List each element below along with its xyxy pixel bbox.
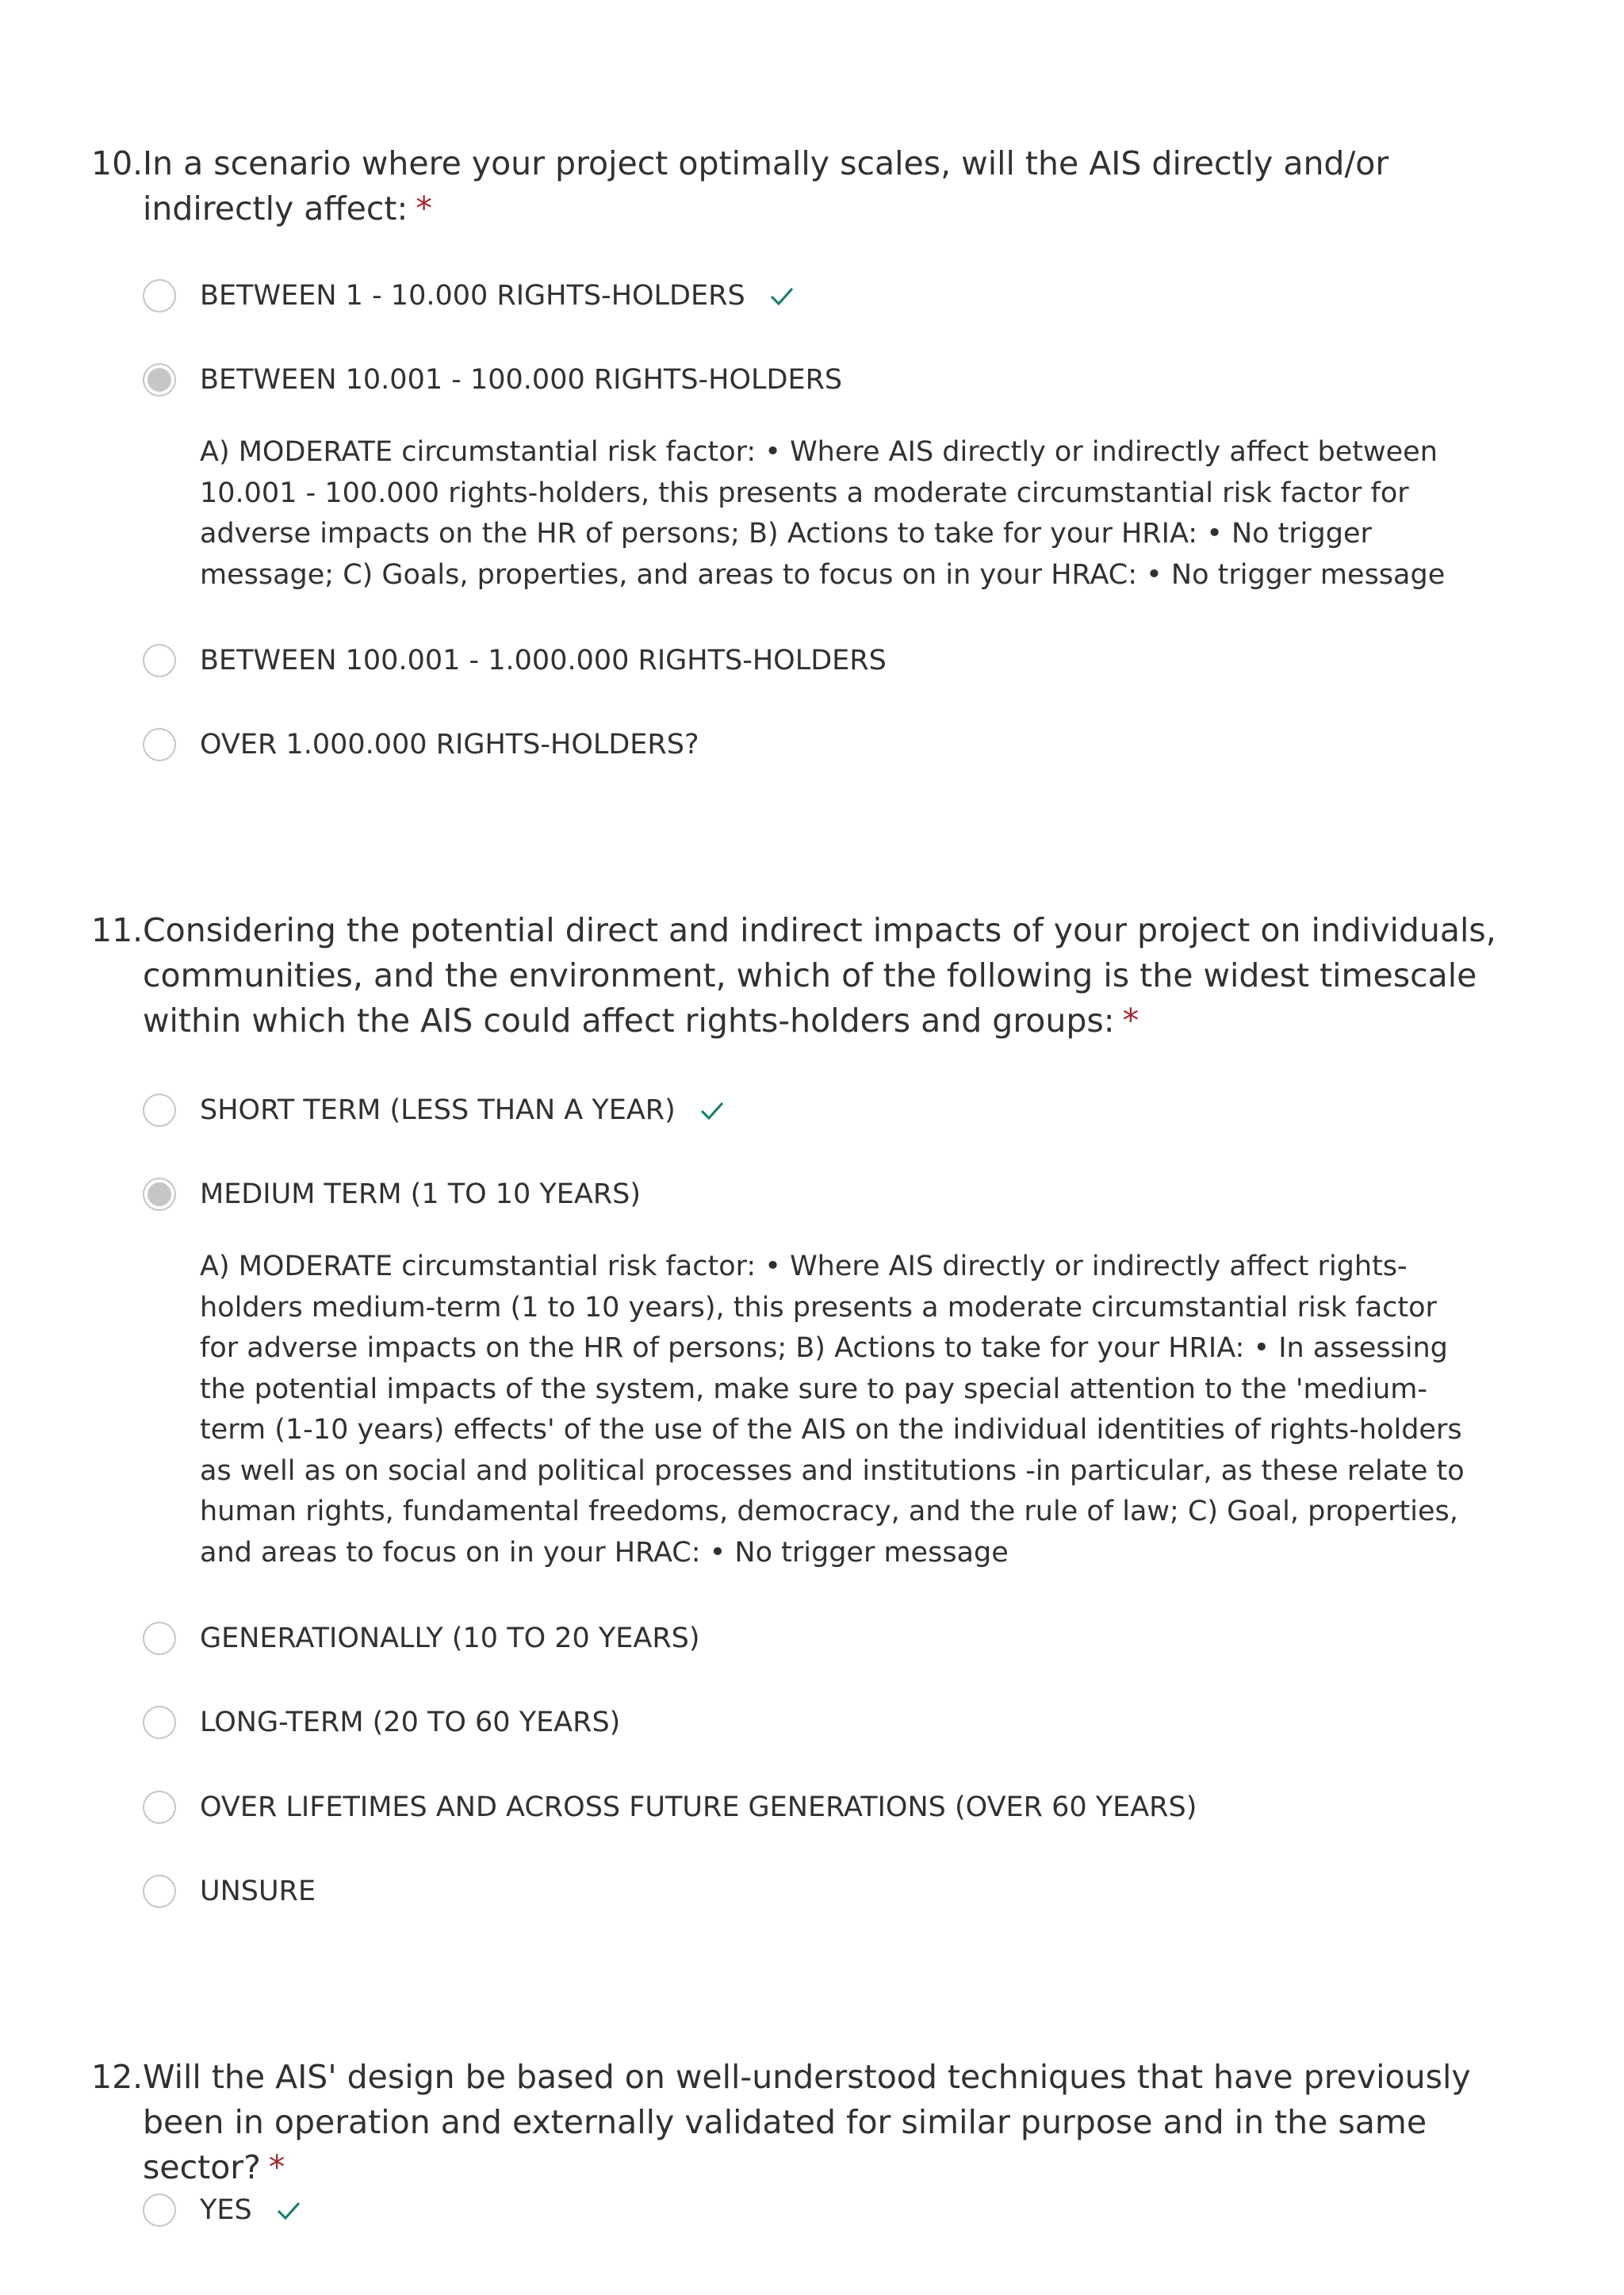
option-row[interactable] (143, 1173, 641, 1216)
option-row[interactable] (143, 1701, 620, 1744)
option-row[interactable] (143, 1786, 1197, 1829)
radio-button[interactable] (143, 1094, 176, 1127)
radio-button[interactable] (143, 1706, 176, 1739)
option-label: OVER LIFETIMES AND ACROSS FUTURE GENERATIONS (OVER 60 YEARS) (200, 1791, 1197, 1823)
option-row[interactable] (143, 274, 796, 317)
question-title (91, 141, 1519, 232)
checkmark-icon (768, 282, 796, 310)
option-label: OVER 1.000.000 RIGHTS-HOLDERS? (200, 729, 699, 761)
option-row[interactable] (143, 1617, 700, 1660)
radio-button[interactable] (143, 279, 176, 312)
question-title (91, 2055, 1519, 2190)
question-number: 10. (91, 144, 144, 182)
option-feedback: A) MODERATE circumstantial risk factor: • Where AIS directly or indirectly affect between 10.001 - 100.000 rights-holders, this presents a moderate circumstantial risk factor for adverse impacts on the HR of persons; B) Actions to take for your HRIA: • No trigger message; C) Goals, properties, and areas to focus on in your HRAC: • No trigger message (200, 436, 1446, 591)
option-label: UNSURE (200, 1875, 316, 1907)
option-label: BETWEEN 10.001 - 100.000 RIGHTS-HOLDERS (200, 364, 843, 396)
radio-button[interactable] (143, 1622, 176, 1655)
radio-button[interactable] (143, 728, 176, 761)
question-number: 12. (91, 2058, 144, 2096)
radio-dot (147, 368, 171, 392)
radio-button[interactable] (143, 644, 176, 677)
radio-button[interactable] (143, 2193, 176, 2227)
option-row[interactable] (143, 2189, 303, 2232)
question-text: In a scenario where your project optimally scales, will the AIS directly and/or indirectly affect: (143, 144, 1389, 228)
option-row[interactable] (143, 639, 887, 682)
radio-button[interactable] (143, 1875, 176, 1908)
option-row[interactable] (143, 1870, 316, 1913)
radio-button-selected[interactable] (143, 1178, 176, 1211)
checkmark-icon (274, 2196, 303, 2224)
checkmark-icon (698, 1096, 726, 1125)
option-row[interactable] (143, 1089, 726, 1132)
option-label: MEDIUM TERM (1 TO 10 YEARS) (200, 1178, 642, 1210)
radio-dot (147, 1182, 171, 1206)
required-asterisk: * (1122, 1002, 1139, 1040)
question-number: 11. (91, 911, 144, 949)
option-label: BETWEEN 100.001 - 1.000.000 RIGHTS-HOLDERS (200, 645, 887, 676)
radio-button[interactable] (143, 1791, 176, 1824)
question-text: Will the AIS' design be based on well-understood techniques that have previously been in operation and externally validated for similar purpose and in the same sector? (143, 2058, 1471, 2186)
required-asterisk: * (416, 190, 432, 228)
required-asterisk: * (268, 2148, 285, 2186)
option-label: GENERATIONALLY (10 TO 20 YEARS) (200, 1623, 700, 1654)
option-label: LONG-TERM (20 TO 60 YEARS) (200, 1707, 621, 1738)
question-title (91, 908, 1519, 1044)
question-text: Considering the potential direct and indirect impacts of your project on individuals, communities, and the environment, which of the following is the widest timescale within which the AIS could affect rights-holders and groups: (143, 911, 1496, 1040)
radio-button-selected[interactable] (143, 363, 176, 397)
option-feedback: A) MODERATE circumstantial risk factor: • Where AIS directly or indirectly affect rights-holders medium-term (1 to 10 years), this presents a moderate circumstantial risk factor for adverse impacts on the HR of persons; B) Actions to take for your HRIA: • In assessing the potential impacts of the system, make sure to pay special attention to the 'medium-term (1-10 years) effects' of the use of the AIS on the individual identities of rights-holders as well as on social and political processes and institutions -in particular, as these relate to human rights, fundamental freedoms, democracy, and the rule of law; C) Goal, properties, and areas to focus on in your HRAC: • No trigger message (200, 1251, 1465, 1569)
option-label: YES (200, 2194, 252, 2226)
option-row[interactable] (143, 723, 699, 766)
option-label: SHORT TERM (LESS THAN A YEAR) (200, 1094, 676, 1126)
option-label: BETWEEN 1 - 10.000 RIGHTS-HOLDERS (200, 280, 745, 312)
option-row[interactable] (143, 358, 842, 401)
